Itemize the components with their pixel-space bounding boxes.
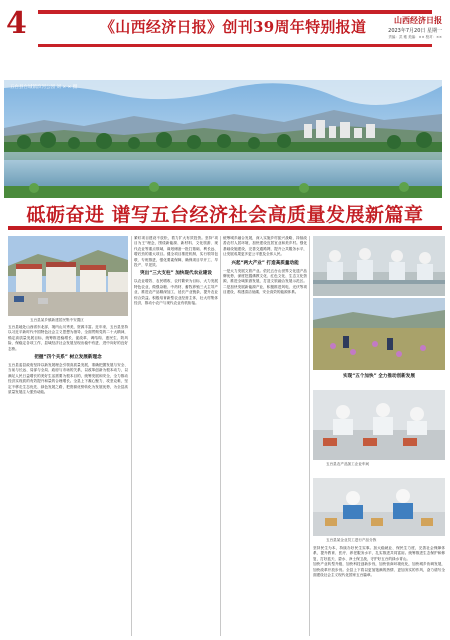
section-2-body-cont: 统筹城乡融合发展，深入实施乡村振兴战略，持续改善农村人居环境，加快建设宜居宜业和美乡村。强化基础设施建设，完善交通路网，提升公共服务水平，让发展成果更多更公平惠及全体人民。 [223,236,307,257]
photo-c-caption: 五台县某企业员工进行产品分拣 [326,538,377,542]
publication-date: 2023年7月20日 星期一 [388,28,442,34]
headline-rule [8,226,442,230]
resettlement-area-photo [8,236,128,316]
column-divider [131,236,132,636]
editor-line: 责编：武 雅 美编：×× 校对：×× [388,35,442,39]
section-1-body-cont: 紧盯项目建设不放松，着力扩大有效投资。坚持“项目为王”理念，围绕新能源、新材料、文化旅游、现代农业等重点领域，谋划储备一批打基础、利长远、增后劲的重大项目。健全项目推进机制，实行领导包联、专班推进，强化要素保障，确保项目早开工、早投产、早见效。 [134,236,218,268]
article-column-3 [223,236,307,636]
article-column-4 [313,546,445,636]
packing-photo [313,478,445,536]
article-intro: 五台县地处山西省东北部，境内山川秀美，资源丰富。近年来，五台县坚持以习近平新时代中国特色社会主义思想为指导，全面贯彻党的二十大精神，锚定高质量发展目标，统筹推进稳增长、促改革、调结构、惠民生、防风险、保稳定各项工作，县域经济社会发展呈现出稳中有进、进中向好的良好态势。 [8,325,128,351]
section-heading-4: 实现“五个加快” 全力推动创新发展 [343,374,415,379]
article-column-4-top [313,372,445,389]
page-number: 4 [6,6,27,41]
section-1-body: 五台县委县政府坚持以新发展理念引领高质量发展，准确把握发展与安全、当前与长远、局部与全局、政府与市场的关系，以改革创新为根本动力，以满足人民日益增长的美好生活需要为根本目的，统筹发展和安全，全力推动经济实现质的有效提升和量的合理增长。全县上下凝心聚力、攻坚克难，坚定不移走生态优先、绿色发展之路，把资源优势转化为发展优势，为全县高质量发展注入强劲动能。 [8,363,128,395]
article-column-2 [134,236,218,636]
photo-b-caption: 五台县农产品加工企业车间 [326,462,370,466]
factory-workers-photo [313,236,445,296]
processing-line-photo [313,390,445,460]
section-4-body: 坚持民生为本，持续办好民生实事。加大稳就业、保民生力度，完善社会保障体系，提升教育、医疗、养老服务水平，扎实推进共同富裕。统筹推进生态保护和修复，打好蓝天、碧水、净土保卫战，守护好五台的绿水青山。 [313,546,445,561]
section-heading-1: 把握“四个关系” 树立发展新理念 [34,355,102,361]
section-heading-2: 突出“三大支柱” 加快现代农业建设 [140,271,212,277]
header-rule-bottom [38,44,432,47]
photo-a-caption: 五台县某乡镇新建居民集中安置区 [30,318,84,322]
hero-landscape-photo [4,80,442,198]
section-3-body: 一是大力发展文旅产业。依托五台山世界文化遗产品牌优势，深度挖掘佛教文化、红色文化、生态文化资源，推进全域旅游发展，打造文旅融合发展示范区。二是加快发展新能源产业，积极推进风电、光伏等项目建设，构建清洁低碳、安全高效的能源体系。 [223,268,307,295]
section-heading-3: 兴起“两大产业” 打造高质量动能 [231,260,299,266]
special-report-title: 《山西经济日报》创刊39周年特别报道 [100,18,367,36]
column-divider [309,236,310,636]
section-2-body: 以农业增效、农民增收、农村繁荣为目标，大力发展特色农业，做强杂粮、中药材、畜牧养殖三大主导产业，推进农产品精深加工，延长产业链条，提升农业综合效益。积极培育新型农业经营主体，壮大村集体经济，推动小农户与现代农业有机衔接。 [134,279,218,306]
column-divider [220,236,221,636]
section-4-body-cont: 加快产业转型升级，加快科技创新步伐，加快营商环境优化，加快城乡协调发展，加快改革开放步伐。全县上下将以更加饱满的热情、更加务实的作风，奋力谱写全面建设社会主义现代化国家五台篇章。 [313,562,445,578]
newspaper-name: 山西经济日报 [394,16,442,25]
main-headline: 砥砺奋进 谱写五台经济社会高质量发展新篇章 [26,204,424,226]
article-column-1 [8,325,128,637]
farmland-photo [313,298,445,370]
header-rule-top [38,10,432,14]
hero-photo-caption: 五台县台城镇滨河公园 刘 × × 摄 [10,85,78,90]
